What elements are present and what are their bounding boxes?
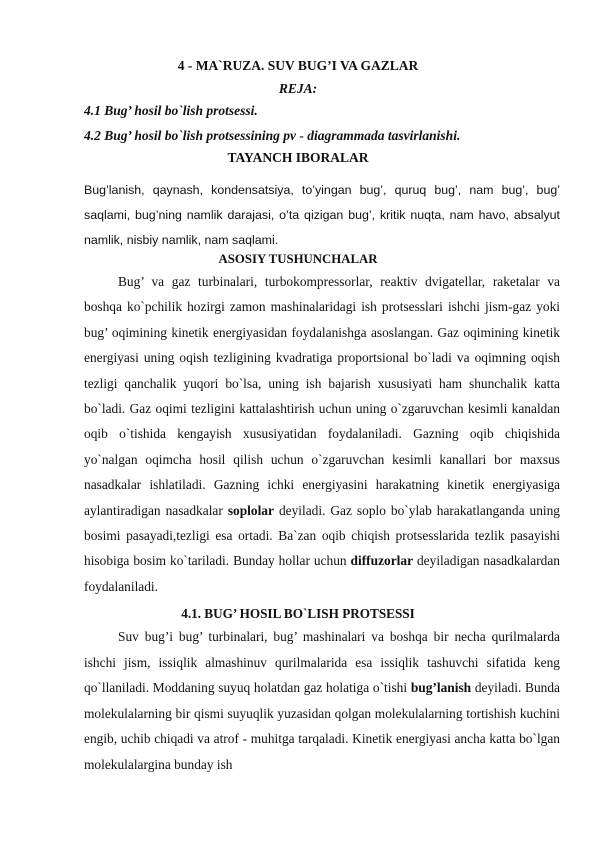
concepts-paragraph-part1: Bug’ va gaz turbinalari, turbokompressorlar, reaktiv dvigatellar, raketalar va boshqa ko`pchilik hozirgi zamon mashinalaridagi ish protsesslari ishchi jism-gaz yoki bug’ oqimining kinetik energiyasidan foydalanishga asoslangan. Gaz oqimining kinetik energiyasi uning oqish tezligining kvadratiga proportsional bo`ladi va oqimning oqish tezligi qanchalik yuqori bo`lsa, uning ish bajarish xususiyati ham shunchalik katta bo`ladi. Gaz oqimi tezligini kattalashtirish uchun uning o`zgaruvchan kesimli kanaldan oqib o`tishida kengayish xususiyatidan foydalaniladi. Gazning oqib chiqishida yo`nalgan oqimcha hosil qilish uchun o`zgaruvchan kesimli kanallari bor maxsus nasadkalar ishlatiladi. Gazning ichki energiyasini harakatning kinetik energiyasiga aylantiradigan nasadkalar bbox=[84, 274, 560, 518]
term-diffuzorlar: diffuzorlar bbox=[350, 553, 414, 569]
keywords-heading: TAYANCH IBORALAR bbox=[227, 150, 369, 165]
keywords-text: Bug’lanish, qaynash, kondensatsiya, to’yingan bug’, quruq bug’, nam bug’, bug’ saqlami, bug’ning namlik darajasi, o’ta qizigan bug’, kritik nuqta, nam havo, absalyut namlik, nisbiy namlik, nam saqlami. bbox=[84, 183, 560, 247]
lecture-title: 4 - MA`RUZA. SUV BUG’I VA GAZLAR bbox=[177, 58, 419, 73]
plan-heading: REJA: bbox=[278, 81, 318, 96]
concepts-paragraph bbox=[84, 269, 560, 599]
concepts-heading: ASOSIY TUSHUNCHALAR bbox=[218, 252, 378, 266]
section-heading: 4.1. BUG’ HOSIL BO`LISH PROTSESSI bbox=[181, 606, 415, 621]
plan-item-1: 4.1 Bug’ hosil bo`lish protsessi. bbox=[84, 103, 258, 118]
concepts-paragraph-part3: deyiladigan nasadkalardan foydalaniladi. bbox=[84, 553, 560, 594]
term-buglanish: bug’lanish bbox=[410, 680, 472, 696]
concepts-paragraph-part2: deyiladi. Gaz soplo bo`ylab harakatlanganda uning bosimi pasayadi,tezligi esa ortadi. Ba`zan oqib chiqish protsesslarida tezlik pasayishi hisobiga bosim ko`tariladi. Bunday hollar uchun bbox=[84, 502, 560, 569]
term-soplolar: soplolar bbox=[227, 502, 274, 518]
section-paragraph-part2: deyiladi. Bunda molekulalarning bir qismi suyuqlik yuzasidan qolgan molekulalarning tortishish kuchini engib, uchib chiqadi va atrof - muhitga tarqaladi. Kinetik energiyasi ancha katta bo`lgan molekulalargina bunday ish bbox=[84, 680, 560, 772]
section-paragraph-part1: Suv bug’i bug’ turbinalari, bug’ mashinalari va boshqa bir necha qurilmalarda ishchi jism, issiqlik almashinuv qurilmalarida esa issiqlik tashuvchi sifatida keng qo`llaniladi. Moddaning suyuq holatdan gaz holatiga o`tishi bbox=[84, 629, 560, 696]
plan-item-2: 4.2 Bug’ hosil bo`lish protsessining pv - diagrammada tasvirlanishi. bbox=[84, 128, 461, 143]
section-paragraph bbox=[84, 624, 560, 778]
